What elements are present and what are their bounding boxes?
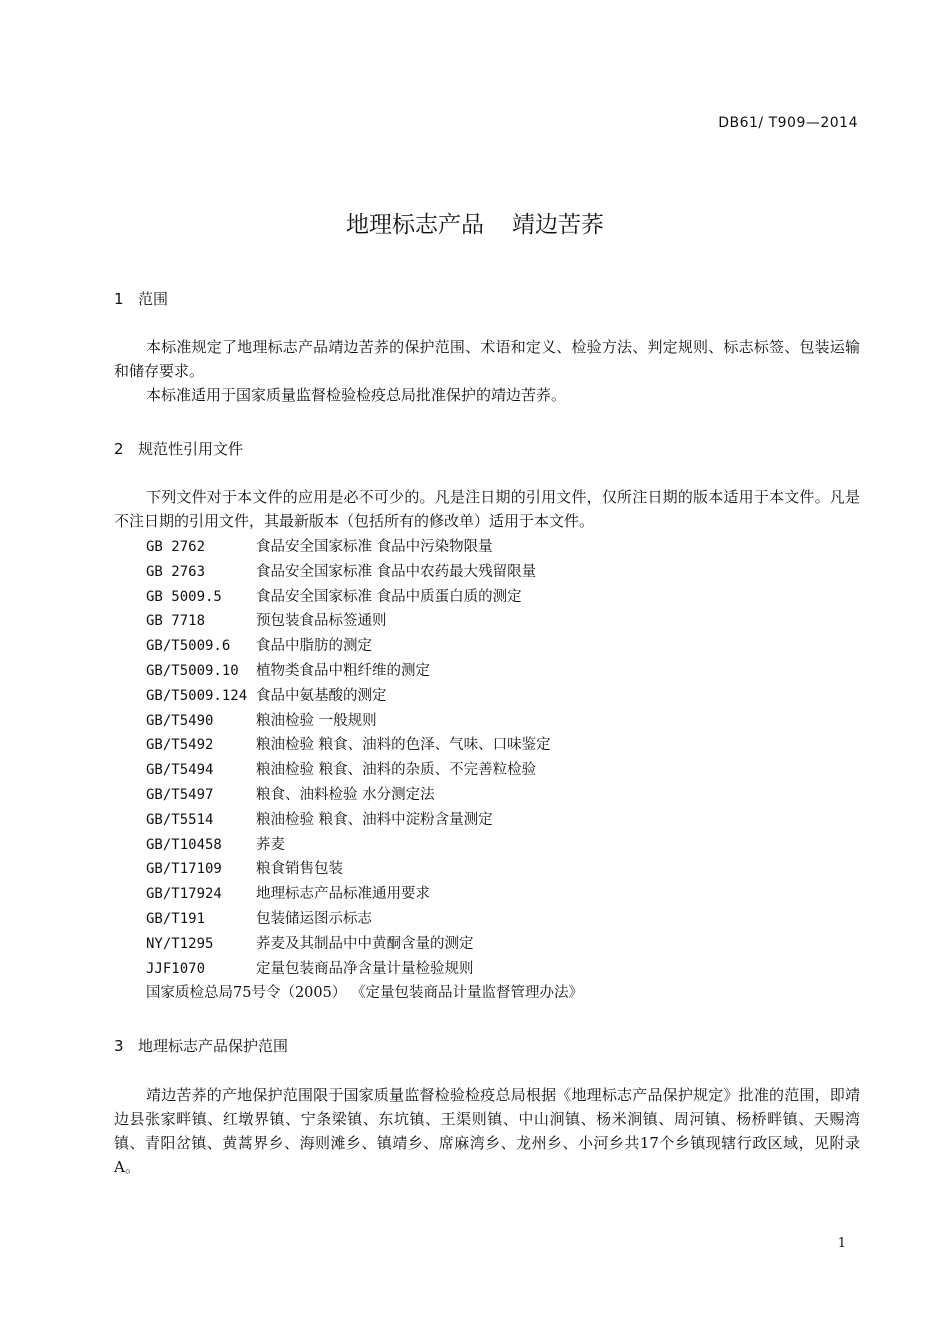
title-part-1: 地理标志产品 <box>346 212 484 238</box>
reference-title: 包装储运图示标志 <box>256 910 372 927</box>
section-1-heading <box>114 288 168 309</box>
reference-title: 食品安全国家标准 食品中污染物限量 <box>256 539 493 555</box>
reference-item <box>146 684 583 709</box>
paragraph: 下列文件对于本文件的应用是必不可少的。凡是注日期的引用文件，仅所注日期的版本适用于本文件。凡是不注日期的引用文件，其最新版本（包括所有的修改单）适用于本文件。 <box>114 488 860 530</box>
reference-item <box>146 560 583 585</box>
reference-code: GB 5009.5 <box>146 588 222 605</box>
reference-title: 粮食、油料检验 水分测定法 <box>256 786 435 803</box>
reference-code: GB/T5490 <box>146 712 214 729</box>
reference-code: GB/T5494 <box>146 762 214 779</box>
reference-code: GB/T5009.10 <box>146 662 239 679</box>
reference-item <box>146 783 583 808</box>
section-title: 范围 <box>138 290 169 308</box>
document-title <box>0 206 950 239</box>
reference-title: 预包装食品标签通则 <box>256 613 387 630</box>
section-3-body <box>114 1083 860 1179</box>
reference-item <box>146 882 583 907</box>
reference-item <box>146 585 583 610</box>
section-2-intro <box>114 485 860 533</box>
reference-title: 荞麦及其制品中中黄酮含量的测定 <box>256 935 474 952</box>
reference-title: 植物类食品中粗纤维的测定 <box>256 662 430 679</box>
reference-item <box>146 857 583 882</box>
standard-code: DB61/ T909—2014 <box>718 115 858 131</box>
reference-code: NY/T1295 <box>146 935 214 952</box>
paragraph: 靖边苦荞的产地保护范围限于国家质量监督检验检疫总局根据《地理标志产品保护规定》批准的范围，即靖边县张家畔镇、红墩界镇、宁条梁镇、东坑镇、王渠则镇、中山涧镇、杨米涧镇、周河镇、杨桥畔镇、天赐湾镇、青阳岔镇、黄蒿界乡、海则滩乡、镇靖乡、席麻湾乡、龙州乡、小河乡共17个乡镇现辖行政区域，见附录A。 <box>114 1086 860 1176</box>
reference-item <box>146 808 583 833</box>
reference-code: GB/T5009.6 <box>146 638 231 655</box>
reference-title: 粮油检验 一般规则 <box>256 712 377 729</box>
reference-decree: 国家质检总局75号令（2005） 《定量包装商品计量监督管理办法》 <box>146 985 583 1002</box>
reference-item <box>146 733 583 758</box>
reference-title: 食品安全国家标准 食品中农药最大残留限量 <box>256 563 537 580</box>
reference-item <box>146 932 583 957</box>
reference-title: 定量包装商品净含量计量检验规则 <box>256 960 474 977</box>
reference-item <box>146 659 583 684</box>
section-1-body <box>114 335 860 407</box>
section-number: 3 <box>114 1037 124 1055</box>
reference-item <box>146 907 583 932</box>
reference-item <box>146 709 583 734</box>
section-number: 2 <box>114 440 124 458</box>
reference-title: 食品中氨基酸的测定 <box>256 687 387 704</box>
paragraph: 本标准规定了地理标志产品靖边苦荞的保护范围、术语和定义、检验方法、判定规则、标志标签、包装运输和储存要求。 <box>114 338 860 380</box>
reference-item <box>146 609 583 634</box>
section-number: 1 <box>114 290 124 308</box>
reference-code: GB/T5514 <box>146 811 214 828</box>
reference-title: 地理标志产品标准通用要求 <box>256 886 430 903</box>
reference-code: GB 2762 <box>146 539 206 555</box>
reference-code: GB 2763 <box>146 563 206 580</box>
section-title: 规范性引用文件 <box>138 440 244 458</box>
reference-item <box>146 634 583 659</box>
reference-code: GB/T191 <box>146 910 206 927</box>
reference-code: GB 7718 <box>146 613 206 630</box>
reference-title: 荞麦 <box>256 836 285 853</box>
page-number: 1 <box>837 1236 846 1251</box>
reference-code: GB/T5009.124 <box>146 687 248 704</box>
reference-title: 粮油检验 粮食、油料中淀粉含量测定 <box>256 811 493 828</box>
reference-item <box>146 535 583 560</box>
reference-code: GB/T17109 <box>146 861 222 878</box>
reference-item <box>146 833 583 858</box>
reference-title: 粮食销售包装 <box>256 861 343 878</box>
reference-title: 食品中脂肪的测定 <box>256 638 372 655</box>
reference-item <box>146 957 583 982</box>
section-title: 地理标志产品保护范围 <box>138 1037 289 1055</box>
reference-list <box>146 535 583 1006</box>
reference-item <box>146 758 583 783</box>
section-3-heading <box>114 1035 288 1056</box>
reference-code: GB/T17924 <box>146 886 222 903</box>
reference-title: 粮油检验 粮食、油料的杂质、不完善粒检验 <box>256 762 537 779</box>
reference-code: GB/T10458 <box>146 836 222 853</box>
reference-code: JJF1070 <box>146 960 206 977</box>
section-2-heading <box>114 438 243 459</box>
title-part-2: 靖边苦荞 <box>512 212 604 238</box>
reference-title: 食品安全国家标准 食品中质蛋白质的测定 <box>256 588 522 605</box>
reference-title: 粮油检验 粮食、油料的色泽、气味、口味鉴定 <box>256 737 551 754</box>
reference-code: GB/T5492 <box>146 737 214 754</box>
reference-code: GB/T5497 <box>146 786 214 803</box>
paragraph: 本标准适用于国家质量监督检验检疫总局批准保护的靖边苦荞。 <box>146 386 567 404</box>
